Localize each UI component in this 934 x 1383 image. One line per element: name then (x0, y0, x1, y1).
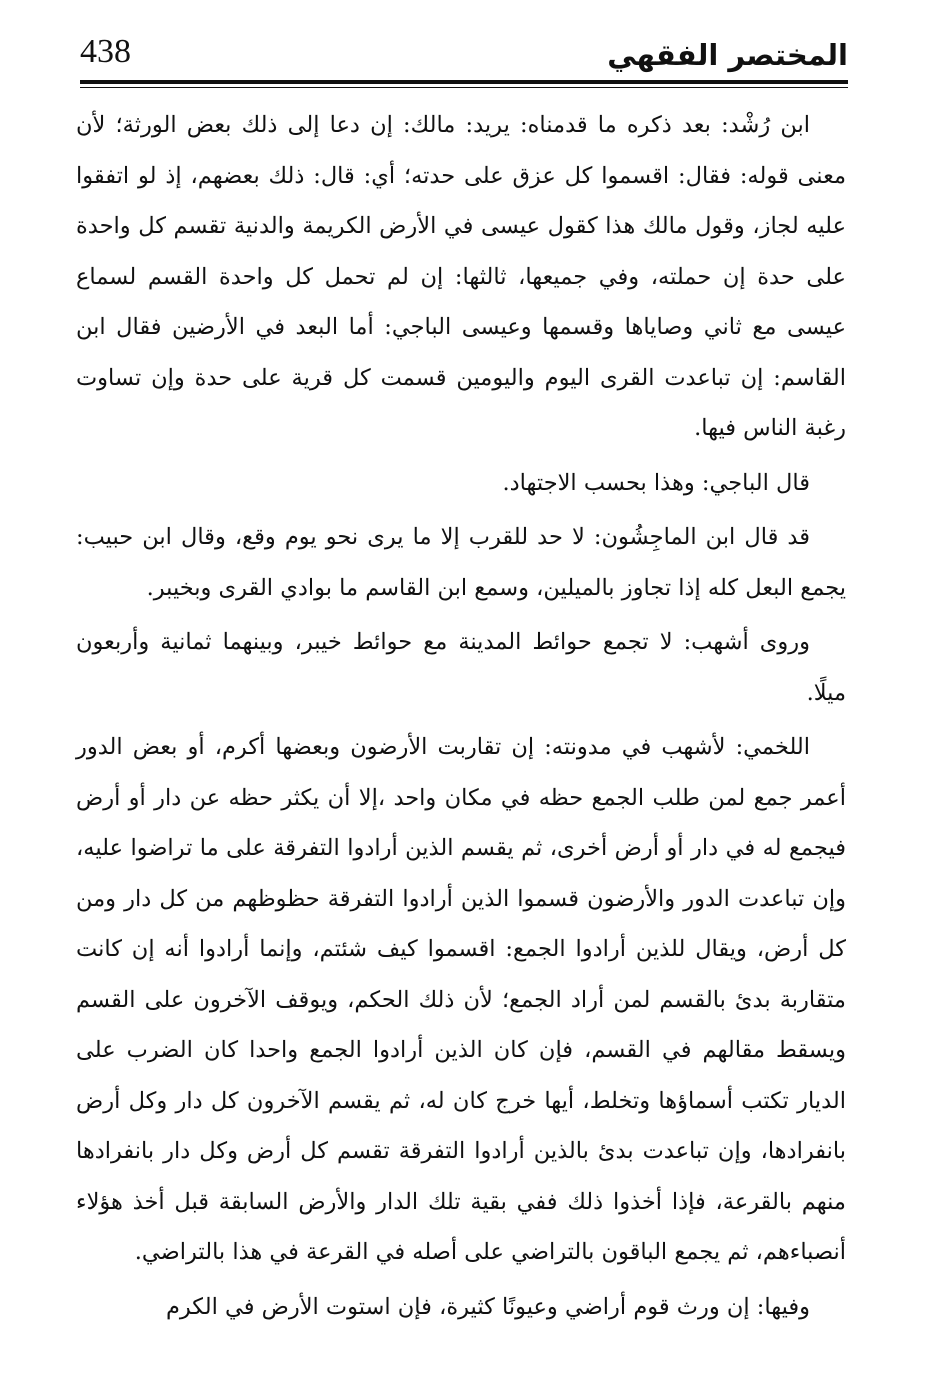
page-number: 438 (80, 33, 131, 70)
paragraph-baji: قال الباجي: وهذا بحسب الاجتهاد. (502, 469, 810, 496)
paragraph-lakhmi: اللخمي: لأشهب في مدونته: إن تقاربت الأرضون وبعضها أكرم، أو بعض الدور أعمر جمع لمن طلب الجمع حظه في مكان واحد ،إلا أن يكثر حظه عن دار أو أرض فيجمع له في دار أو أرض أخرى، ثم يقسم الذين أرادوا التفرقة على ما تراضوا عليه، وإن تباعدت الدور والأرضون قسموا الذين أرادوا التفرقة حظوظهم من كل دار ومن كل أرض، ويقال للذين أرادوا الجمع: اقسموا كيف شئتم، وإنما أرادوا أنه إن كانت متقاربة بدئ بالقسم لمن أراد الجمع؛ لأن ذلك الحكم، ويوقف الآخرون على القسم ويسقط مقالهم في القسم، فإن كان الذين أرادوا الجمع واحدا كان الضرب على الديار تكتب أسماؤها وتخلط، أيها خرج كان له، ثم يقسم الآخرون كل دار وكل أرض بانفرادها، وإن تباعدت بدئ بالذين أرادوا التفرقة تقسم كل أرض وكل دار بانفرادها منهم بالقرعة، فإذا أخذوا ذلك ففي بقية تلك الدار والأرض السابقة قبل أخذ هؤلاء أنصباءهم، ثم يجمع الباقون بالتراضي على أصله في القرعة في هذا بالتراضي. (76, 734, 846, 1265)
page-header (80, 28, 848, 88)
header-rule-thick (80, 80, 848, 84)
paragraph-ibn-majishun: قد قال ابن الماجِشُون: لا حد للقرب إلا ما يرى نحو يوم وقع، وقال ابن حبيب: يجمع البعل كله إذا تجاوز بالميلين، وسمع ابن القاسم ما بوادي القرى وبخيبر. (76, 524, 846, 601)
paragraph-wa-fiha: وفيها: إن ورث قوم أراضي وعيونًا كثيرة، فإن استوت الأرض في الكرم (165, 1293, 810, 1320)
paragraph-ibn-rushd: ابن رُشْد: بعد ذكره ما قدمناه: يريد: مالك: إن دعا إلى ذلك بعض الورثة؛ لأن معنى قوله: فقال: اقسموا كل عزق على حدته؛ أي: قال: ذلك بعضهم، إذ لو اتفقوا عليه لجاز، وقول مالك هذا كقول عيسى في الأرض الكريمة والدنية تقسم كل واحدة على حدة إن حملته، وفي جميعها، ثالثها: إن لم تحمل كل واحدة القسم لسماع عيسى مع ثاني وصاياها وقسمها وعيسى الباجي: أما البعد في الأرضين فقال ابن القاسم: إن تباعدت القرى اليوم واليومين قسمت كل قرية على حدة وإن تساوت رغبة الناس فيها. (76, 112, 846, 441)
body-text (76, 100, 846, 1332)
running-title: المختصر الفقهي (607, 38, 848, 72)
header-rule-thin (80, 87, 848, 88)
paragraph-ashhab: وروى أشهب: لا تجمع حوائط المدينة مع حوائط خيبر، وبينهما ثمانية وأربعون ميلًا. (76, 629, 846, 706)
